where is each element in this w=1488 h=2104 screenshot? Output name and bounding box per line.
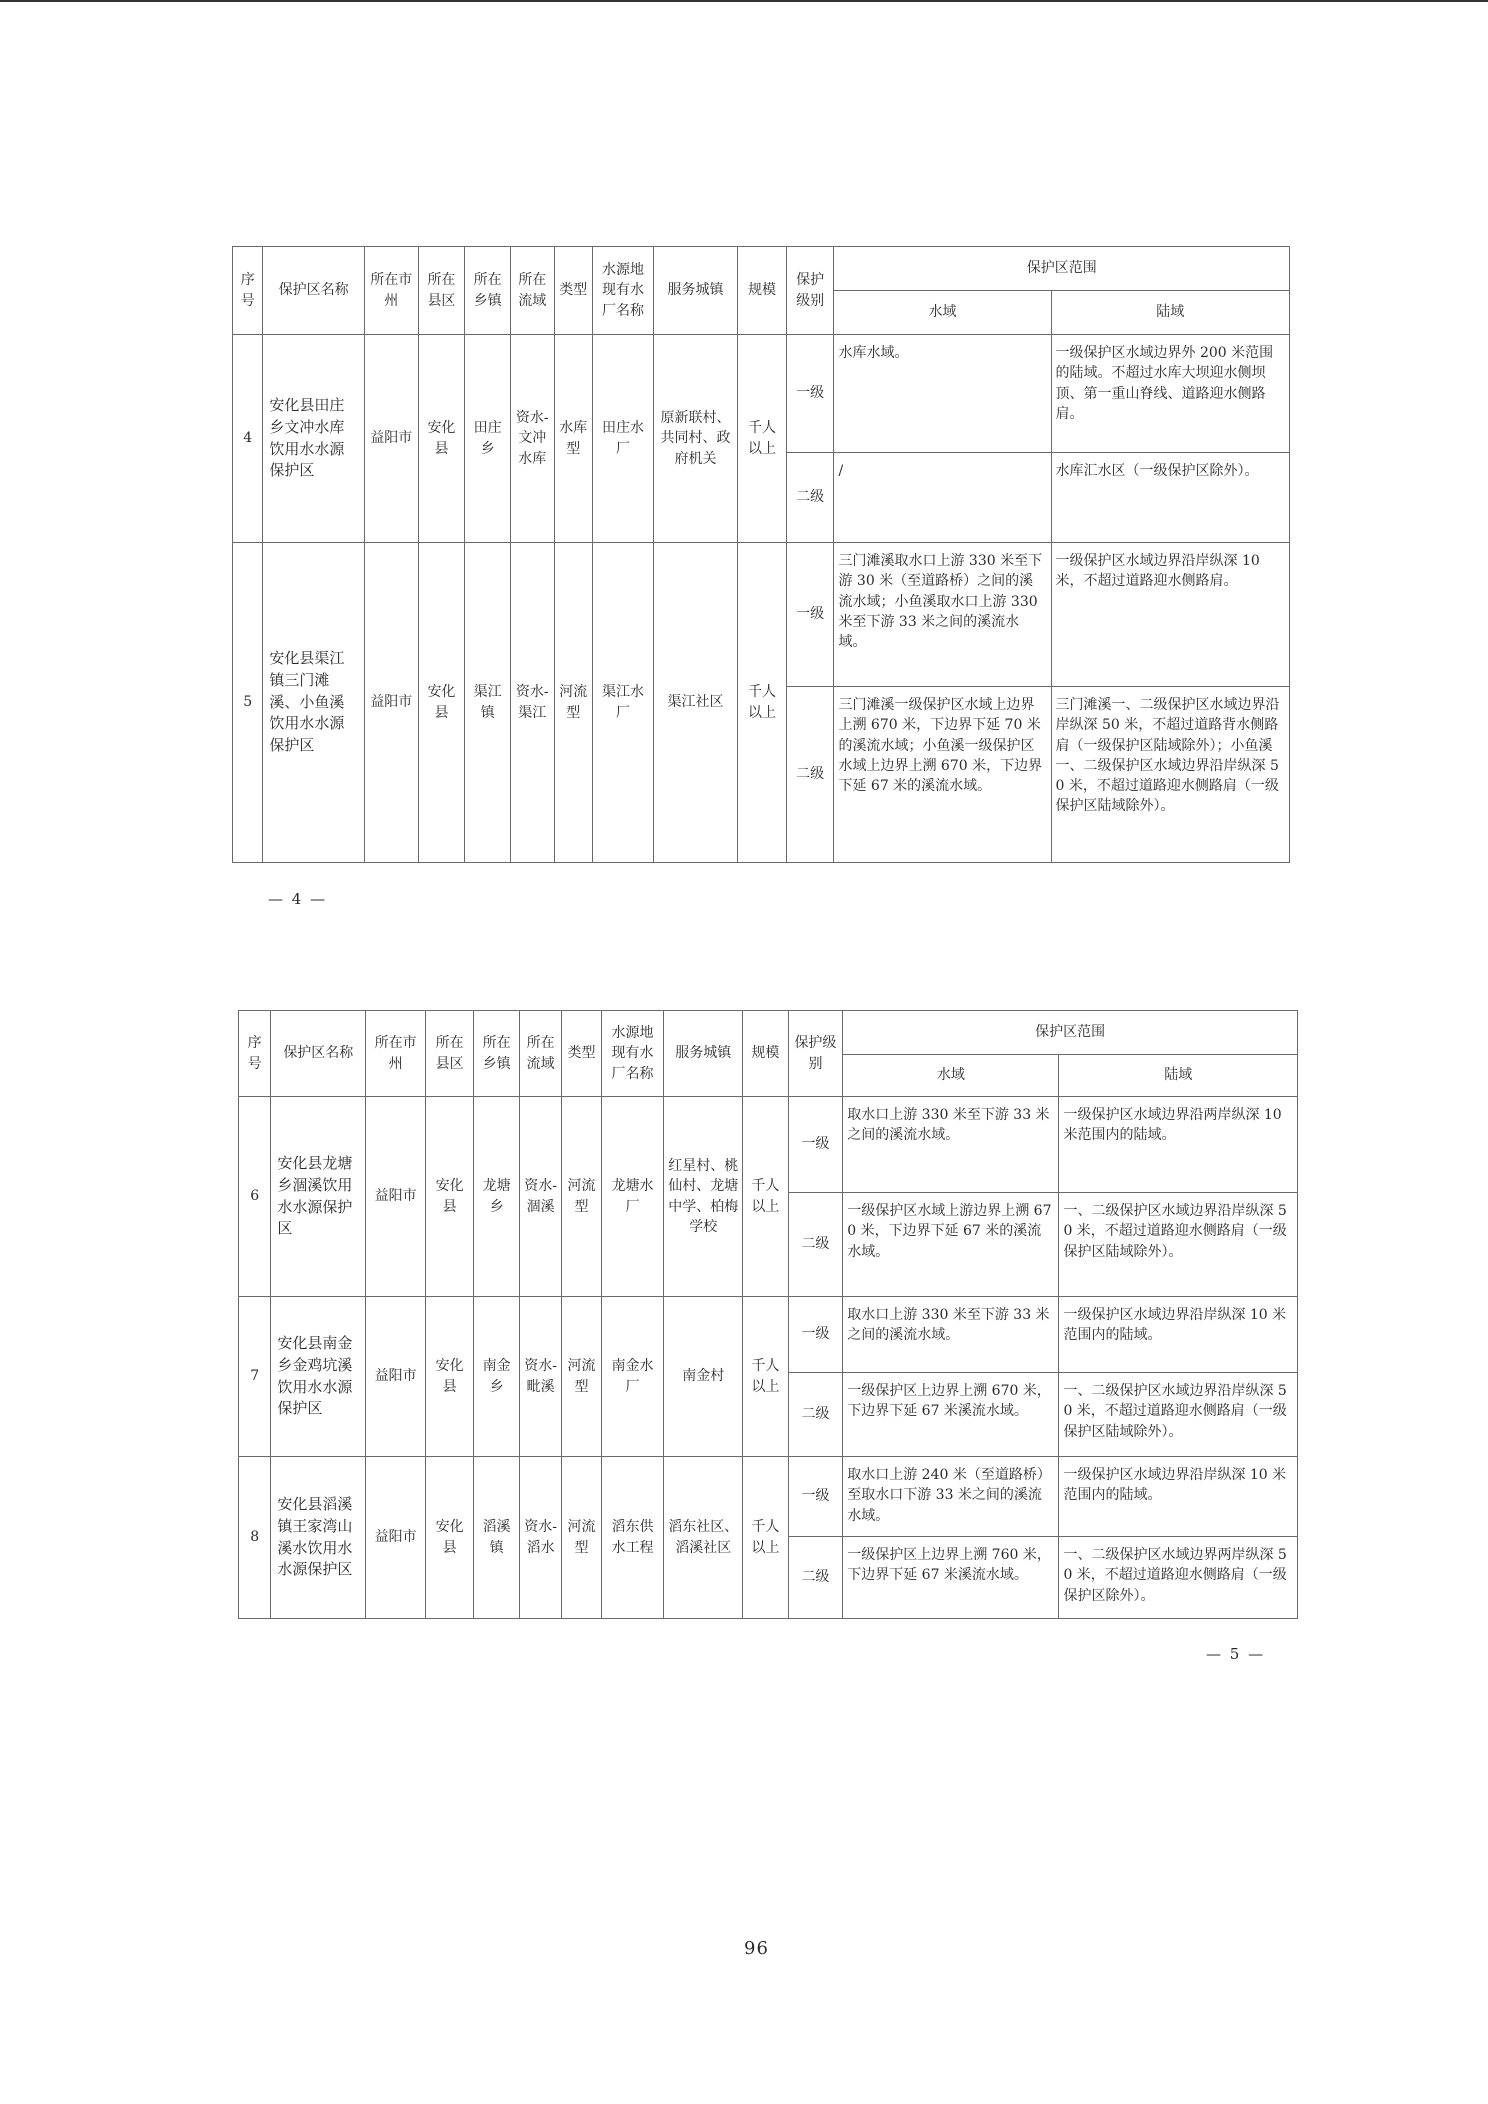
- row-level-2-water: 一级保护区上边界上溯 670 米，下边界下延 67 米溪流水域。: [843, 1373, 1059, 1457]
- row-city: 益阳市: [364, 335, 418, 543]
- row-level-1: 一级: [788, 1097, 843, 1193]
- row-seq: 4: [233, 335, 263, 543]
- row-level-2-water: 三门滩溪一级保护区水域上边界上溯 670 米，下边界下延 70 米的溪流水域；小鱼溪一级保护区水域上边界上溯 670 米，下边界下延 67 米的溪流水域。: [834, 687, 1051, 863]
- header-city: 所在市州: [366, 1011, 426, 1097]
- header-plant: 水源地现有水厂名称: [593, 247, 654, 335]
- protection-zone-table-page-4: [232, 246, 1290, 863]
- header-scale: 规模: [743, 1011, 788, 1097]
- page-number-5: — 5 —: [1206, 1645, 1266, 1663]
- row-zone-name: 安化县渠江镇三门滩溪、小鱼溪饮用水水源保护区: [263, 543, 364, 863]
- table-row: [239, 1097, 1298, 1193]
- row-level-1-water: 三门滩溪取水口上游 330 米至下游 30 米（至道路桥）之间的溪流水域；小鱼溪取水口上游 330 米至下游 33 米之间的溪流水域。: [834, 543, 1051, 687]
- row-seq: 6: [239, 1097, 271, 1297]
- header-type: 类型: [562, 1011, 601, 1097]
- row-level-2: 二级: [788, 1373, 843, 1457]
- protection-zone-table-page-5: [238, 1010, 1298, 1619]
- row-level-2-land: 水库汇水区（一级保护区除外）。: [1051, 453, 1289, 543]
- row-seq: 7: [239, 1297, 271, 1457]
- row-level-2: 二级: [786, 453, 834, 543]
- row-level-1-land: 一级保护区水域边界外 200 米范围的陆域。不超过水库大坝迎水侧坝顶、第一重山脊线、道路迎水侧路肩。: [1051, 335, 1289, 453]
- row-city: 益阳市: [364, 543, 418, 863]
- row-basin: 资水-涸溪: [519, 1097, 561, 1297]
- header-service: 服务城镇: [664, 1011, 743, 1097]
- header-level: 保护级别: [788, 1011, 843, 1097]
- header-county: 所在县区: [418, 247, 465, 335]
- row-level-1-land: 一级保护区水域边界沿岸纵深 10 米范围内的陆域。: [1059, 1457, 1298, 1537]
- row-level-1-land: 一级保护区水域边界沿岸纵深 10 米范围内的陆域。: [1059, 1297, 1298, 1373]
- row-level-1-water: 水库水域。: [834, 335, 1051, 453]
- row-city: 益阳市: [366, 1297, 426, 1457]
- row-basin: 资水-滔水: [519, 1457, 561, 1619]
- row-scale: 千人以上: [743, 1297, 788, 1457]
- row-scale: 千人以上: [738, 543, 787, 863]
- row-service: 渠江社区: [653, 543, 737, 863]
- row-basin: 资水-渠江: [510, 543, 554, 863]
- header-name: 保护区名称: [271, 1011, 366, 1097]
- row-service: 红星村、桃仙村、龙塘中学、柏梅学校: [664, 1097, 743, 1297]
- row-zone-name: 安化县滔溪镇王家湾山溪水饮用水水源保护区: [271, 1457, 366, 1619]
- row-basin: 资水-毗溪: [519, 1297, 561, 1457]
- row-level-2-land: 一、二级保护区水域边界两岸纵深 50 米，不超过道路迎水侧路肩（一级保护区除外）。: [1059, 1537, 1298, 1619]
- page-number-4: — 4 —: [268, 890, 328, 908]
- row-level-1: 一级: [786, 335, 834, 453]
- row-service: 南金村: [664, 1297, 743, 1457]
- row-town: 田庄乡: [465, 335, 511, 543]
- table-row: [233, 543, 1290, 687]
- row-type: 河流型: [562, 1457, 601, 1619]
- header-seq: 序号: [233, 247, 263, 335]
- header-range: 保护区范围: [843, 1011, 1298, 1055]
- row-level-1-land: 一级保护区水域边界沿岸纵深 10 米，不超过道路迎水侧路肩。: [1051, 543, 1289, 687]
- row-county: 安化县: [425, 1457, 474, 1619]
- row-level-2: 二级: [788, 1537, 843, 1619]
- row-level-1-water: 取水口上游 240 米（至道路桥）至取水口下游 33 米之间的溪流水域。: [843, 1457, 1059, 1537]
- row-county: 安化县: [418, 335, 465, 543]
- row-type: 河流型: [562, 1297, 601, 1457]
- header-water: 水域: [843, 1055, 1059, 1097]
- table-row: [239, 1297, 1298, 1373]
- row-level-1: 一级: [788, 1297, 843, 1373]
- top-border-line: [0, 0, 1488, 2]
- row-scale: 千人以上: [738, 335, 787, 543]
- row-town: 渠江镇: [465, 543, 511, 863]
- row-seq: 5: [233, 543, 263, 863]
- row-county: 安化县: [425, 1297, 474, 1457]
- header-city: 所在市州: [364, 247, 418, 335]
- header-name: 保护区名称: [263, 247, 364, 335]
- row-level-2: 二级: [788, 1193, 843, 1297]
- row-level-2-land: 一、二级保护区水域边界沿岸纵深 50 米，不超过道路迎水侧路肩（一级保护区陆域除外）。: [1059, 1373, 1298, 1457]
- header-range: 保护区范围: [834, 247, 1290, 291]
- row-level-2-water: /: [834, 453, 1051, 543]
- row-town: 龙塘乡: [474, 1097, 519, 1297]
- table-row: [239, 1457, 1298, 1537]
- table-row: [233, 335, 1290, 453]
- row-seq: 8: [239, 1457, 271, 1619]
- row-service: 原新联村、共同村、政府机关: [653, 335, 737, 543]
- row-level-2-land: 三门滩溪一、二级保护区水域边界沿岸纵深 50 米，不超过道路背水侧路肩（一级保护区陆域除外）；小鱼溪一、二级保护区水域边界沿岸纵深 50 米，不超过道路迎水侧路肩（一级保护区陆域除外）。: [1051, 687, 1289, 863]
- header-level: 保护级别: [786, 247, 834, 335]
- header-basin: 所在流域: [510, 247, 554, 335]
- row-level-2-water: 一级保护区上边界上溯 760 米，下边界下延 67 米溪流水域。: [843, 1537, 1059, 1619]
- row-county: 安化县: [425, 1097, 474, 1297]
- row-scale: 千人以上: [743, 1457, 788, 1619]
- row-type: 河流型: [562, 1097, 601, 1297]
- row-county: 安化县: [418, 543, 465, 863]
- row-town: 滔溪镇: [474, 1457, 519, 1619]
- row-plant: 滔东供水工程: [601, 1457, 664, 1619]
- header-land: 陆域: [1059, 1055, 1298, 1097]
- row-plant: 渠江水厂: [593, 543, 654, 863]
- header-county: 所在县区: [425, 1011, 474, 1097]
- header-basin: 所在流域: [519, 1011, 561, 1097]
- header-seq: 序号: [239, 1011, 271, 1097]
- row-level-1-water: 取水口上游 330 米至下游 33 米之间的溪流水域。: [843, 1097, 1059, 1193]
- row-type: 河流型: [554, 543, 593, 863]
- row-level-1-land: 一级保护区水域边界沿两岸纵深 10 米范围内的陆域。: [1059, 1097, 1298, 1193]
- row-plant: 南金水厂: [601, 1297, 664, 1457]
- header-land: 陆域: [1051, 291, 1289, 335]
- row-town: 南金乡: [474, 1297, 519, 1457]
- row-city: 益阳市: [366, 1457, 426, 1619]
- row-city: 益阳市: [366, 1097, 426, 1297]
- header-scale: 规模: [738, 247, 787, 335]
- row-plant: 龙塘水厂: [601, 1097, 664, 1297]
- header-type: 类型: [554, 247, 593, 335]
- row-type: 水库型: [554, 335, 593, 543]
- row-zone-name: 安化县田庄乡文冲水库饮用水水源保护区: [263, 335, 364, 543]
- row-zone-name: 安化县龙塘乡涸溪饮用水水源保护区: [271, 1097, 366, 1297]
- row-zone-name: 安化县南金乡金鸡坑溪饮用水水源保护区: [271, 1297, 366, 1457]
- row-service: 滔东社区、滔溪社区: [664, 1457, 743, 1619]
- header-plant: 水源地现有水厂名称: [601, 1011, 664, 1097]
- header-service: 服务城镇: [653, 247, 737, 335]
- row-level-1-water: 取水口上游 330 米至下游 33 米之间的溪流水域。: [843, 1297, 1059, 1373]
- header-town: 所在乡镇: [474, 1011, 519, 1097]
- row-scale: 千人以上: [743, 1097, 788, 1297]
- header-water: 水域: [834, 291, 1051, 335]
- row-basin: 资水-文冲水库: [510, 335, 554, 543]
- scan-page-number: 96: [744, 1938, 769, 1959]
- row-level-1: 一级: [788, 1457, 843, 1537]
- header-town: 所在乡镇: [465, 247, 511, 335]
- row-level-2-land: 一、二级保护区水域边界沿岸纵深 50 米，不超过道路迎水侧路肩（一级保护区陆域除外）。: [1059, 1193, 1298, 1297]
- row-level-2: 二级: [786, 687, 834, 863]
- row-level-2-water: 一级保护区水域上游边界上溯 670 米，下边界下延 67 米的溪流水域。: [843, 1193, 1059, 1297]
- row-level-1: 一级: [786, 543, 834, 687]
- row-plant: 田庄水厂: [593, 335, 654, 543]
